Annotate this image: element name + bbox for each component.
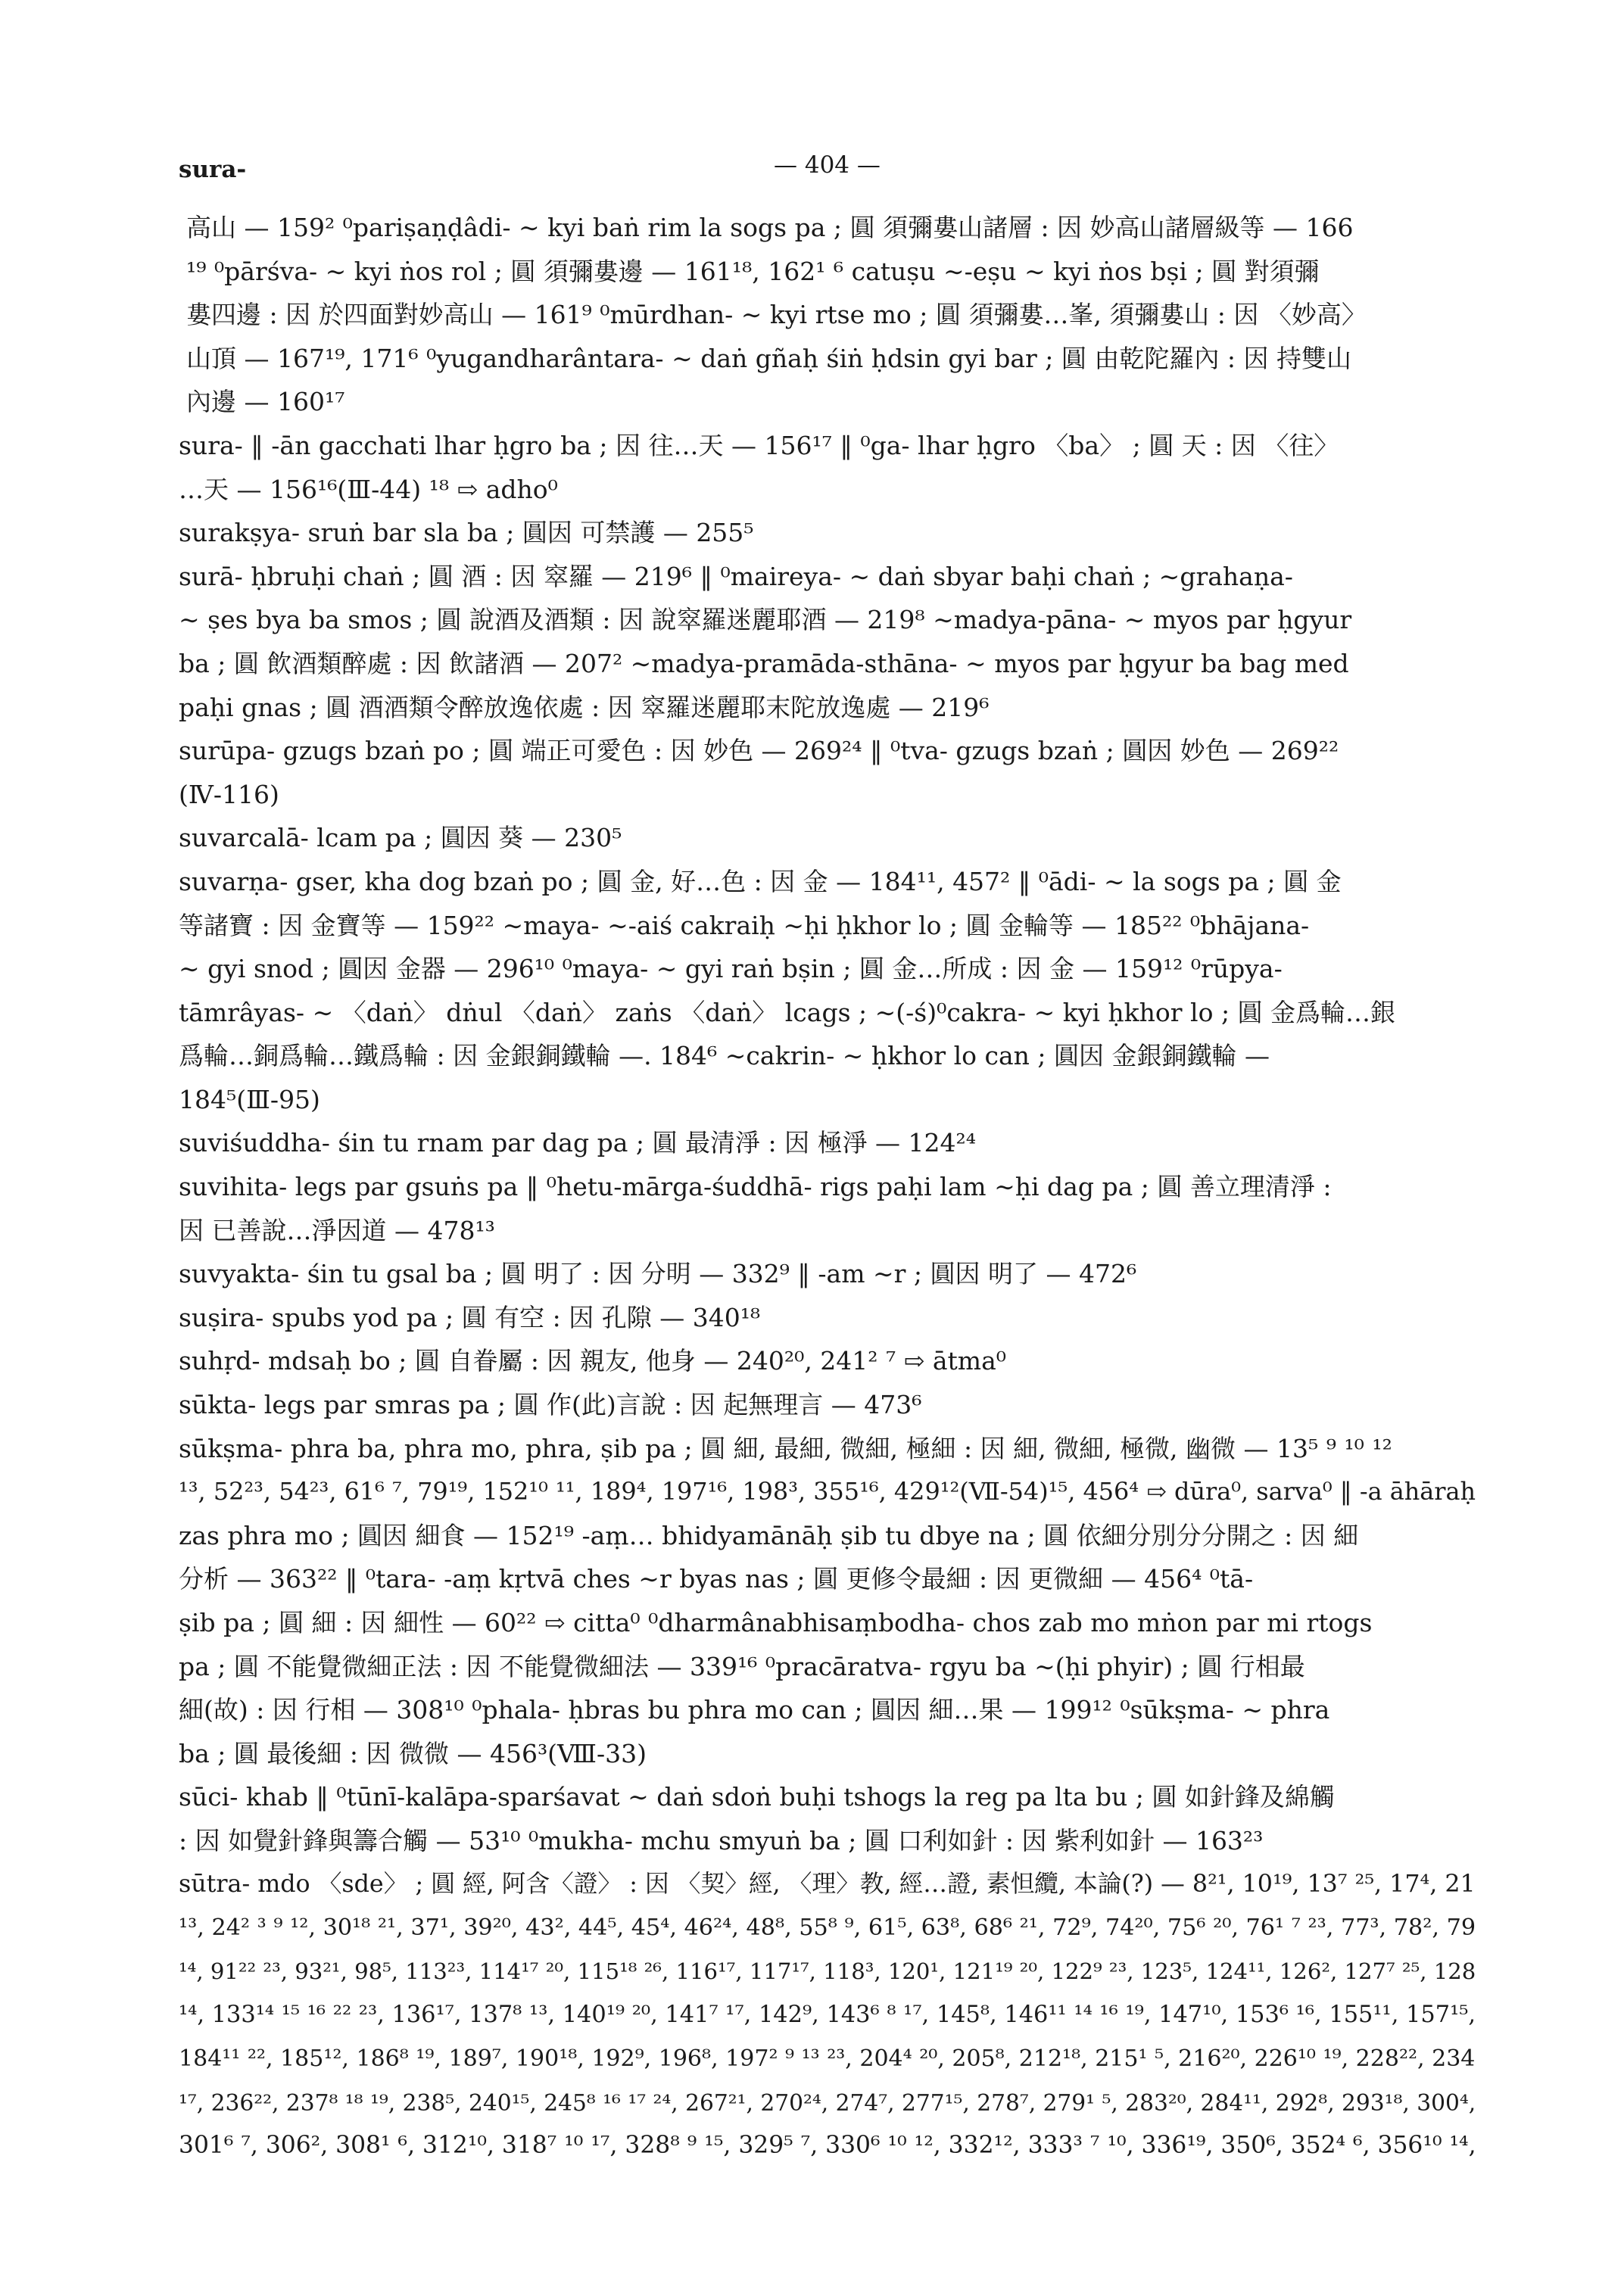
entry-line: ¹³, 24² ³ ⁹ ¹², 30¹⁸ ²¹, 37¹, 39²⁰, 43², 44⁵, 45⁴, 46²⁴, 48⁸, 55⁸ ⁹, 61⁵, 63⁸, 68⁶ ²¹, 72⁹, 74²⁰, 75⁶ ²⁰, 76¹ ⁷ ²³, 77³, 78², 79 <box>179 1914 1476 1942</box>
entry-line: 爲輪…銅爲輪…鐵爲輪 : 因 金銀銅鐵輪 —. 184⁶ ∼cakrin- ∼ ḥkhor lo can ; 圓因 金銀銅鐵輪 — <box>179 1041 1270 1071</box>
entry-line: suvihita- legs par gsuṅs pa ‖ ⁰hetu-mārga-śuddhā- rigs paḥi lam ∼ḥi dag pa ; 圓 善立理清淨 : <box>179 1172 1332 1202</box>
dictionary-entry <box>179 1383 1496 1427</box>
entry-line: suvarṇa- gser, kha dog bzaṅ po ; 圓 金, 好…色 : 因 金 — 184¹¹, 457² ‖ ⁰ādi- ∼ la sogs pa ; 圓 金 <box>179 866 1342 896</box>
dictionary-entry <box>179 555 1496 729</box>
entry-continuation <box>179 206 1496 424</box>
entry-line: sūtra- mdo 〈sde〉 ; 圓 經, 阿含〈證〉 : 因 〈契〉經, 〈理〉教, 經…證, 素怛纜, 本論(?) — 8²¹, 10¹⁹, 13⁷ ²⁵, 17⁴, 21 <box>179 1870 1476 1898</box>
entry-line: ¹³, 52²³, 54²³, 61⁶ ⁷, 79¹⁹, 152¹⁰ ¹¹, 189⁴, 197¹⁶, 198³, 355¹⁶, 429¹²(Ⅶ-54)¹⁵, 456⁴ ⇨ dūra⁰, sarva⁰ ‖ -a āhāraḥ <box>179 1477 1476 1506</box>
entry-line: sūkta- legs par smras pa ; 圓 作(此)言說 : 因 起無理言 — 473⁶ <box>179 1390 922 1420</box>
dictionary-entry <box>179 1775 1496 1862</box>
entry-line: suvyakta- śin tu gsal ba ; 圓 明了 : 因 分明 — 332⁹ ‖ -am ∼r ; 圓因 明了 — 472⁶ <box>179 1259 1137 1289</box>
entry-line: 等諸寶 : 因 金寶等 — 159²² ∼maya- ∼-aiś cakraiḥ ∼ḥi ḥkhor lo ; 圓 金輪等 — 185²² ⁰bhājana- <box>179 910 1310 940</box>
entry-line: 細(故) : 因 行相 — 308¹⁰ ⁰phala- ḥbras bu phra mo can ; 圓因 細…果 — 199¹² ⁰sūkṣma- ∼ phra <box>179 1695 1330 1725</box>
dictionary-entry <box>179 1863 1496 2168</box>
dictionary-entry <box>179 1121 1496 1165</box>
entry-line: paḥi gnas ; 圓 酒酒類令醉放逸依處 : 因 窣羅迷麗耶末陀放逸處 — 219⁶ <box>179 692 990 722</box>
dictionary-entry <box>179 729 1496 816</box>
entry-line: 分析 — 363²² ‖ ⁰tara- -aṃ kṛtvā ches ∼r byas nas ; 圓 更修令最細 : 因 更微細 — 456⁴ ⁰tā- <box>179 1564 1254 1594</box>
entry-line: sūci- khab ‖ ⁰tūnī-kalāpa-sparśavat ∼ daṅ sdoṅ buḥi tshogs la reg pa lta bu ; 圓 如針鋒及綿觸 <box>179 1782 1335 1812</box>
dictionary-entry <box>179 511 1496 555</box>
entry-line: surūpa- gzugs bzaṅ po ; 圓 端正可愛色 : 因 妙色 — 269²⁴ ‖ ⁰tva- gzugs bzaṅ ; 圓因 妙色 — 269²² <box>179 736 1339 766</box>
entry-line: ¹⁴, 91²² ²³, 93²¹, 98⁵, 113²³, 114¹⁷ ²⁰, 115¹⁸ ²⁶, 116¹⁷, 117¹⁷, 118³, 120¹, 121¹⁹ ²⁰, 122⁹ ²³, 123⁵, 124¹¹, 126², 127⁷ ²⁵, 128 <box>179 1958 1476 1984</box>
entry-line: ∼ ṣes bya ba smos ; 圓 說酒及酒類 : 因 說窣羅迷麗耶酒 — 219⁸ ∼madya-pāna- ∼ myos par ḥgyur <box>179 605 1352 635</box>
dictionary-entry <box>179 424 1496 511</box>
entry-line: 內邊 — 160¹⁷ <box>186 387 345 417</box>
entry-line: 山頂 — 167¹⁹, 171⁶ ⁰yugandharântara- ∼ daṅ gñaḥ śiṅ ḥdsin gyi bar ; 圓 由乾陀羅內 : 因 持雙山 <box>186 343 1351 373</box>
entry-line: ¹⁹ ⁰pārśva- ∼ kyi ṅos rol ; 圓 須彌婁邊 — 161¹⁸, 162¹ ⁶ catuṣu ∼-eṣu ∼ kyi ṅos bṣi ; 圓 對須彌 <box>186 256 1320 286</box>
entry-line: sūkṣma- phra ba, phra mo, phra, ṣib pa ; 圓 細, 最細, 微細, 極細 : 因 細, 微細, 極微, 幽微 — 13⁵ ⁹ ¹⁰ ¹² <box>179 1433 1392 1463</box>
entry-line: ṣib pa ; 圓 細 : 因 細性 — 60²² ⇨ citta⁰ ⁰dharmânabhisaṃbodha- chos zab mo mṅon par mi rtogs <box>179 1608 1373 1637</box>
entry-list <box>179 206 1496 2168</box>
dictionary-entry <box>179 860 1496 1122</box>
entry-line: surakṣya- sruṅ bar sla ba ; 圓因 可禁護 — 255⁵ <box>179 518 754 548</box>
entry-line: suṣira- spubs yod pa ; 圓 有空 : 因 孔隙 — 340¹⁸ <box>179 1302 761 1332</box>
entry-line: (Ⅳ-116) <box>179 779 279 809</box>
entry-line: surā- ḥbruḥi chaṅ ; 圓 酒 : 因 窣羅 — 219⁶ ‖ ⁰maireya- ∼ daṅ sbyar baḥi chaṅ ; ∼grahaṇa- <box>179 561 1293 591</box>
dictionary-entry <box>179 1296 1496 1340</box>
entry-line: 301⁶ ⁷, 306², 308¹ ⁶, 312¹⁰, 318⁷ ¹⁰ ¹⁷, 328⁸ ⁹ ¹⁵, 329⁵ ⁷, 330⁶ ¹⁰ ¹², 332¹², 333³ ⁷ ¹⁰, 336¹⁹, 350⁶, 352⁴ ⁶, 356¹⁰ ¹⁴, <box>179 2132 1476 2160</box>
entry-line: : 因 如覺針鋒與籌合觸 — 53¹⁰ ⁰mukha- mchu smyuṅ ba ; 圓 口利如針 : 因 紫利如針 — 163²³ <box>179 1825 1264 1855</box>
dictionary-entry <box>179 1252 1496 1296</box>
entry-line: sura- ‖ -ān gacchati lhar ḥgro ba ; 因 往…天 — 156¹⁷ ‖ ⁰ga- lhar ḥgro 〈ba〉 ; 圓 天 : 因 〈往〉 <box>179 430 1339 460</box>
dictionary-entry <box>179 816 1496 860</box>
entry-line: ¹⁷, 236²², 237⁸ ¹⁸ ¹⁹, 238⁵, 240¹⁵, 245⁸ ¹⁶ ¹⁷ ²⁴, 267²¹, 270²⁴, 274⁷, 277¹⁵, 278⁷, 279¹ ⁵, 283²⁰, 284¹¹, 292⁸, 293¹⁸, 300⁴, <box>179 2089 1476 2116</box>
entry-line: 因 已善說…淨因道 — 478¹³ <box>179 1215 495 1245</box>
entry-line: pa ; 圓 不能覺微細正法 : 因 不能覺微細法 — 339¹⁶ ⁰pracāratva- rgyu ba ∼(ḥi phyir) ; 圓 行相最 <box>179 1651 1305 1681</box>
entry-line: ∼ gyi snod ; 圓因 金器 — 296¹⁰ ⁰maya- ∼ gyi raṅ bṣin ; 圓 金…所成 : 因 金 — 159¹² ⁰rūpya- <box>179 954 1283 984</box>
page-number: — 404 — <box>774 151 881 179</box>
dictionary-entry <box>179 1339 1496 1383</box>
dictionary-entry <box>179 1427 1496 1776</box>
entry-line: ba ; 圓 最後細 : 因 微微 — 456³(Ⅷ-33) <box>179 1738 647 1768</box>
entry-line: ¹⁴, 133¹⁴ ¹⁵ ¹⁶ ²² ²³, 136¹⁷, 137⁸ ¹³, 140¹⁹ ²⁰, 141⁷ ¹⁷, 142⁹, 143⁶ ⁸ ¹⁷, 145⁸, 146¹¹ ¹⁴ ¹⁶ ¹⁹, 147¹⁰, 153⁶ ¹⁶, 155¹¹, 157¹⁵, <box>179 2002 1476 2029</box>
running-head: sura- <box>179 156 247 183</box>
entry-line: 184¹¹ ²², 185¹², 186⁸ ¹⁹, 189⁷, 190¹⁸, 192⁹, 196⁸, 197² ⁹ ¹³ ²³, 204⁴ ²⁰, 205⁸, 212¹⁸, 215¹ ⁵, 216²⁰, 226¹⁰ ¹⁹, 228²², 234 <box>179 2045 1476 2072</box>
entry-line: suviśuddha- śin tu rnam par dag pa ; 圓 最清淨 : 因 極淨 — 124²⁴ <box>179 1128 976 1158</box>
entry-line: 婁四邊 : 因 於四面對妙高山 — 161⁹ ⁰mūrdhan- ∼ kyi rtse mo ; 圓 須彌婁…峯, 須彌婁山 : 因 〈妙高〉 <box>186 300 1367 330</box>
entry-line: suvarcalā- lcam pa ; 圓因 葵 — 230⁵ <box>179 823 622 853</box>
entry-line: 184⁵(Ⅲ-95) <box>179 1084 320 1114</box>
entry-line: suhṛd- mdsaḥ bo ; 圓 自眷屬 : 因 親友, 他身 — 240²⁰, 241² ⁷ ⇨ ātma⁰ <box>179 1346 1006 1376</box>
entry-line: zas phra mo ; 圓因 細食 — 152¹⁹ -aṃ… bhidyamānāḥ ṣib tu dbye na ; 圓 依細分別分分開之 : 因 細 <box>179 1520 1359 1550</box>
entry-line: tāmrâyas- ∼ 〈daṅ〉 dṅul 〈daṅ〉 zaṅs 〈daṅ〉 lcags ; ∼(-ś)⁰cakra- ∼ kyi ḥkhor lo ; 圓 金爲輪…銀 <box>179 997 1396 1027</box>
entry-line: 高山 — 159² ⁰pariṣaṇḍâdi- ∼ kyi baṅ rim la sogs pa ; 圓 須彌婁山諸層 : 因 妙高山諸層級等 — 166 <box>186 213 1354 242</box>
dictionary-entry <box>179 1165 1496 1252</box>
entry-line: …天 — 156¹⁶(Ⅲ-44) ¹⁸ ⇨ adho⁰ <box>179 474 558 504</box>
entry-line: ba ; 圓 飲酒類醉處 : 因 飲諸酒 — 207² ∼madya-pramāda-sthāna- ∼ myos par ḥgyur ba bag med <box>179 648 1349 678</box>
